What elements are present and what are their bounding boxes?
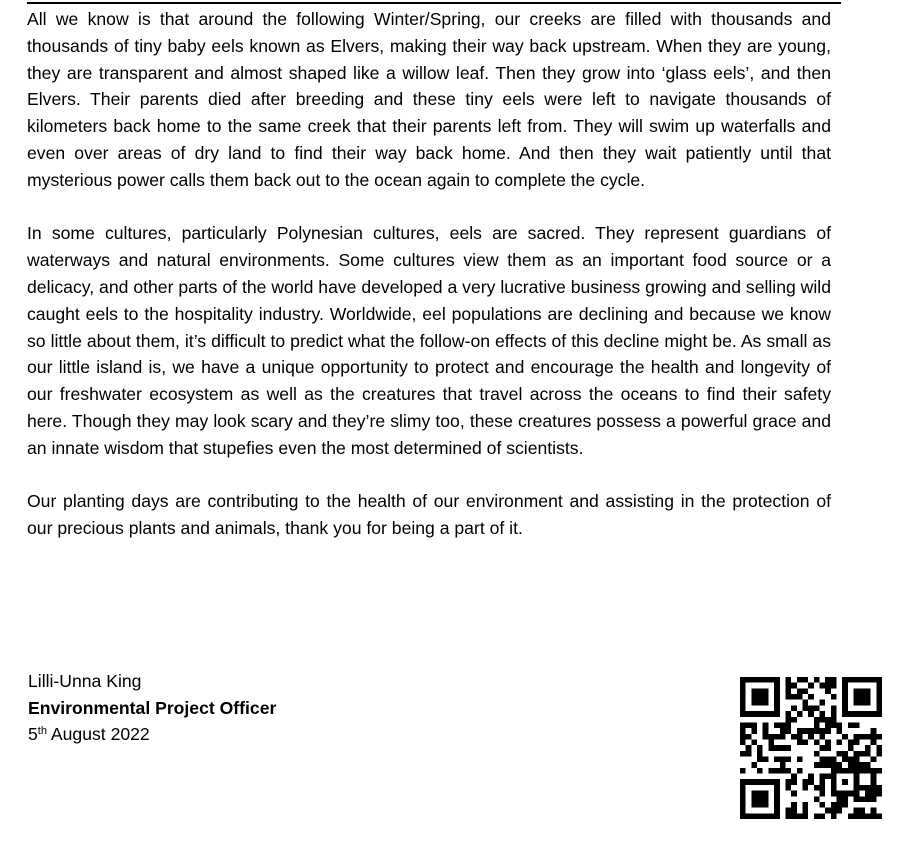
date-day: 5 — [28, 724, 38, 744]
letter-body — [27, 6, 831, 569]
letter-date — [28, 721, 276, 748]
paragraph-cultures: In some cultures, particularly Polynesian cultures, eels are sacred. They represent guardians of waterways and natural environments. Some cultures view them as an important food source or a delicacy, and other parts of the world have developed a very lucrative business growing and selling wild caught eels to the hospitality industry. Worldwide, eel populations are declining and because we know so little about them, it’s difficult to predict what the follow-on effects of this decline might be. As small as our little island is, we have a unique opportunity to protect and encourage the health and longevity of our freshwater ecosystem as well as the creatures that travel across the oceans to find their safety here. Though they may look scary and they’re slimy too, these creatures possess a powerful grace and an innate wisdom that stupefies even the most determined of scientists. — [27, 223, 831, 458]
qr-code-icon[interactable] — [740, 677, 882, 819]
paragraph-planting-days: Our planting days are contributing to the health of our environment and assisting in the protection of our precious plants and animals, thank you for being a part of it. — [27, 491, 831, 539]
signatory-name: Lilli-Unna King — [28, 671, 142, 691]
date-suffix: th — [37, 725, 47, 737]
signature-block — [28, 668, 276, 748]
paragraph-elvers: All we know is that around the following Winter/Spring, our creeks are filled with thousands and thousands of tiny baby eels known as Elvers, making their way back upstream. When they are young, they are transparent and almost shaped like a willow leaf. Then they grow into ‘glass eels’, and then Elvers. Their parents died after breeding and these tiny eels were left to navigate thousands of kilometers back home to the same creek that their parents left from. They will swim up waterfalls and even over areas of dry land to find their way back home. And then they wait patiently until that mysterious power calls them back out to the ocean again to complete the cycle. — [27, 9, 831, 190]
signatory-title: Environmental Project Officer — [28, 697, 277, 718]
date-month-year: August 2022 — [46, 724, 150, 744]
top-divider — [27, 2, 841, 4]
